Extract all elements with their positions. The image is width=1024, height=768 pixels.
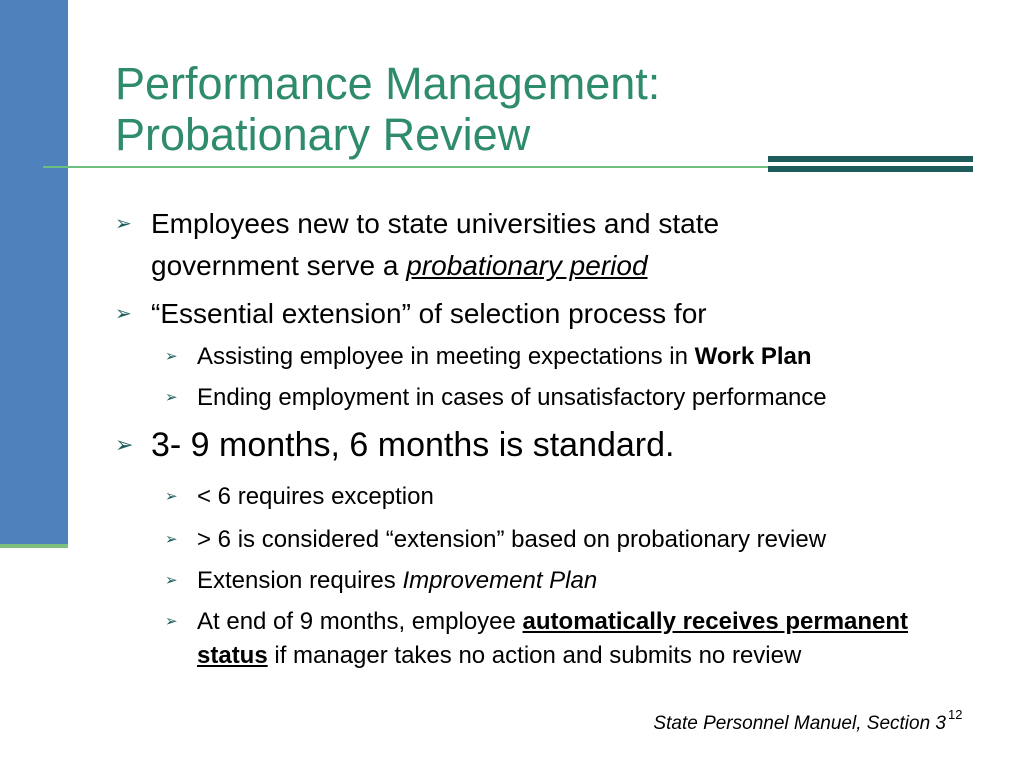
arrowhead-bullet-icon: ➢ — [115, 303, 132, 325]
page-number: 12 — [948, 707, 963, 722]
sub-bullet-text: > 6 is considered “extension” based on probationary review — [197, 526, 827, 553]
arrowhead-bullet-icon: ➢ — [115, 432, 134, 457]
source-citation: State Personnel Manuel, Section 3 — [653, 713, 946, 734]
emphasis-improvement-plan: Improvement Plan — [402, 567, 598, 594]
arrowhead-bullet-icon: ➢ — [165, 488, 178, 505]
sub-bullet-improvement-plan — [165, 564, 957, 598]
arrowhead-bullet-icon: ➢ — [165, 572, 178, 589]
bullet-months-standard — [115, 423, 871, 467]
sub-bullet-text-part: if manager takes no action and submits no review — [267, 642, 802, 669]
sub-bullet-text — [197, 340, 957, 374]
bullet-essential-extension — [115, 293, 871, 335]
left-accent-bar — [0, 0, 68, 545]
arrowhead-bullet-icon: ➢ — [165, 531, 178, 548]
sub-bullet-permanent-status — [165, 605, 942, 673]
emphasis-work-plan: Work Plan — [694, 343, 812, 370]
decorative-bar — [768, 166, 973, 172]
bullet-text: 3- 9 months, 6 months is standard. — [151, 426, 675, 464]
bullet-text — [151, 203, 871, 287]
sub-bullet-work-plan — [165, 340, 957, 374]
sub-bullet-ending-employment — [165, 381, 957, 415]
arrowhead-bullet-icon: ➢ — [165, 613, 178, 630]
sub-bullet-text — [197, 605, 942, 673]
emphasis-permanent-status: automatically receives permanent status — [197, 608, 909, 669]
decorative-bars — [768, 156, 973, 176]
title-line-1: Performance Management: — [115, 58, 661, 109]
emphasis-probationary-period: probationary period — [406, 250, 648, 281]
sub-bullet-extension — [165, 523, 957, 557]
title-rule — [43, 166, 770, 168]
arrowhead-bullet-icon: ➢ — [165, 389, 178, 406]
sub-bullet-exception — [165, 480, 957, 514]
title-line-2: Probationary Review — [115, 109, 531, 160]
bullet-text-part: Employees new to state universities and state government serve a — [151, 208, 720, 281]
bullet-probationary-period — [115, 203, 871, 287]
left-bar-underline — [0, 544, 68, 548]
sub-bullet-text-part: At end of 9 months, employee — [197, 608, 523, 635]
sub-bullet-text-part: Assisting employee in meeting expectations in — [197, 343, 695, 370]
sub-bullet-text — [197, 564, 957, 598]
sub-bullet-text: Ending employment in cases of unsatisfactory performance — [197, 384, 827, 411]
slide-title — [115, 58, 660, 160]
bullet-text: “Essential extension” of selection process for — [151, 298, 707, 329]
decorative-bar — [768, 156, 973, 162]
arrowhead-bullet-icon: ➢ — [165, 348, 178, 365]
arrowhead-bullet-icon: ➢ — [115, 213, 132, 235]
sub-bullet-text: < 6 requires exception — [197, 483, 434, 510]
sub-bullet-text-part: Extension requires — [197, 567, 403, 594]
